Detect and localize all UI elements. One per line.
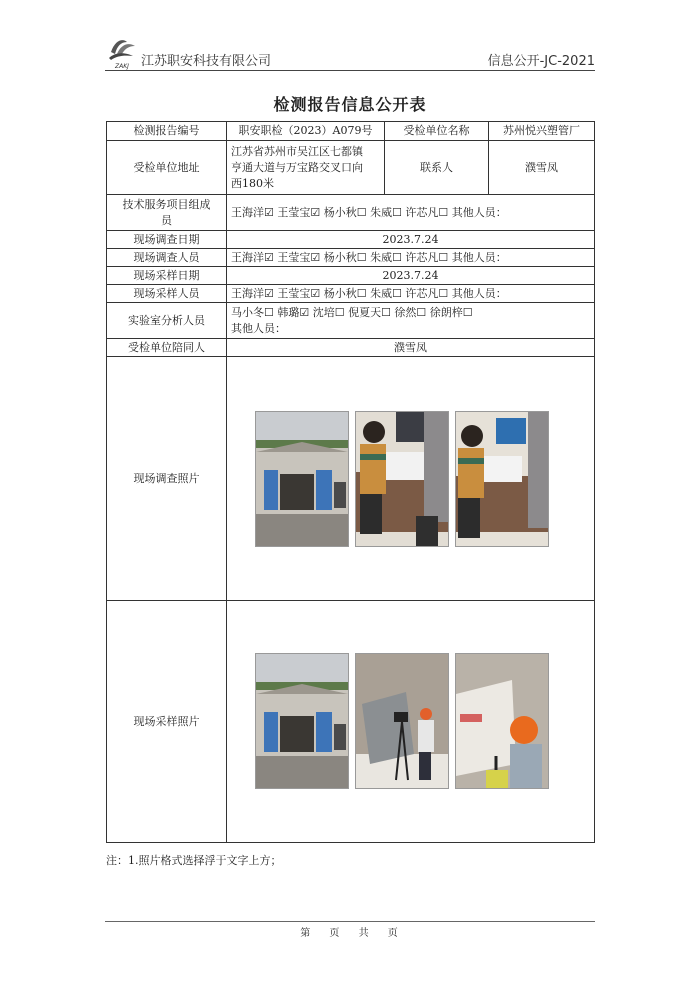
address-label: 受检单位地址 <box>107 141 227 195</box>
noise-sampling-photo <box>355 653 449 789</box>
noise-sampling-photo <box>455 653 549 789</box>
address-value <box>227 141 385 195</box>
office-interview-photo <box>455 411 549 547</box>
lab-line: 马小冬☐ 韩璐☑ 沈培☐ 倪夏天☐ 徐然☐ 徐朗梓☐ <box>231 305 473 319</box>
survey-photos-cell <box>227 357 595 601</box>
team-value: 王海洋☑ 王莹宝☑ 杨小秋☐ 朱威☐ 许芯凡☐ 其他人员： <box>227 195 595 231</box>
sampling-date-value: 2023.7.24 <box>227 267 595 285</box>
unit-name-label: 受检单位名称 <box>385 122 489 141</box>
table-row <box>107 357 595 601</box>
report-no-value: 职安职检（2023）A079号 <box>227 122 385 141</box>
pager-text: 第 <box>300 928 313 939</box>
survey-date-value: 2023.7.24 <box>227 231 595 249</box>
footer-divider <box>105 921 595 922</box>
logo-text: ZAKJ <box>115 63 129 70</box>
unit-name-value: 苏州悦兴塑管厂 <box>489 122 595 141</box>
pager-text: 页 <box>329 928 342 939</box>
survey-staff-label: 现场调查人员 <box>107 249 227 267</box>
table-row <box>107 339 595 357</box>
survey-staff-value: 王海洋☑ 王莹宝☑ 杨小秋☐ 朱威☐ 许芯凡☐ 其他人员： <box>227 249 595 267</box>
table-row <box>107 601 595 843</box>
team-label-line: 技术服务项目组成 <box>122 197 211 211</box>
survey-photo-strip <box>255 411 549 547</box>
sampling-photo-strip <box>255 653 549 789</box>
factory-building-photo <box>255 411 349 547</box>
table-row <box>107 195 595 231</box>
pager-text: 页 <box>387 928 400 939</box>
team-label <box>107 195 227 231</box>
address-line: 西180米 <box>231 176 274 190</box>
sampling-staff-value: 王海洋☑ 王莹宝☑ 杨小秋☐ 朱威☐ 许芯凡☐ 其他人员： <box>227 285 595 303</box>
report-no-label: 检测报告编号 <box>107 122 227 141</box>
sampling-staff-label: 现场采样人员 <box>107 285 227 303</box>
table-row <box>107 303 595 339</box>
table-row <box>107 141 595 195</box>
contact-value: 濮雪凤 <box>489 141 595 195</box>
lab-label: 实验室分析人员 <box>107 303 227 339</box>
escort-label: 受检单位陪同人 <box>107 339 227 357</box>
page-header <box>105 34 595 72</box>
address-line: 江苏省苏州市吴江区七都镇 <box>231 144 363 158</box>
address-line: 亨通大道与万宝路交叉口向 <box>231 160 363 174</box>
table-row <box>107 285 595 303</box>
pager-text: 共 <box>358 928 371 939</box>
table-row <box>107 122 595 141</box>
document-code: 信息公开-JC-2021 <box>487 54 595 69</box>
company-name: 江苏职安科技有限公司 <box>141 54 272 69</box>
table-row <box>107 249 595 267</box>
escort-value: 濮雪凤 <box>227 339 595 357</box>
lab-value <box>227 303 595 339</box>
survey-photos-label: 现场调查照片 <box>107 357 227 601</box>
header-divider <box>105 70 595 71</box>
sampling-photos-cell <box>227 601 595 843</box>
sampling-photos-label: 现场采样照片 <box>107 601 227 843</box>
sampling-date-label: 现场采样日期 <box>107 267 227 285</box>
table-row <box>107 231 595 249</box>
page-number <box>0 924 700 939</box>
page-title: 检测报告信息公开表 <box>273 95 427 114</box>
footnote: 注：1.照片格式选择浮于文字上方； <box>106 854 282 867</box>
office-interview-photo <box>355 411 449 547</box>
lab-line: 其他人员： <box>231 321 286 335</box>
company-logo <box>105 34 139 70</box>
survey-date-label: 现场调查日期 <box>107 231 227 249</box>
team-label-line: 员 <box>161 213 172 227</box>
table-row <box>107 267 595 285</box>
info-table <box>106 121 595 843</box>
factory-building-photo <box>255 653 349 789</box>
contact-label: 联系人 <box>385 141 489 195</box>
